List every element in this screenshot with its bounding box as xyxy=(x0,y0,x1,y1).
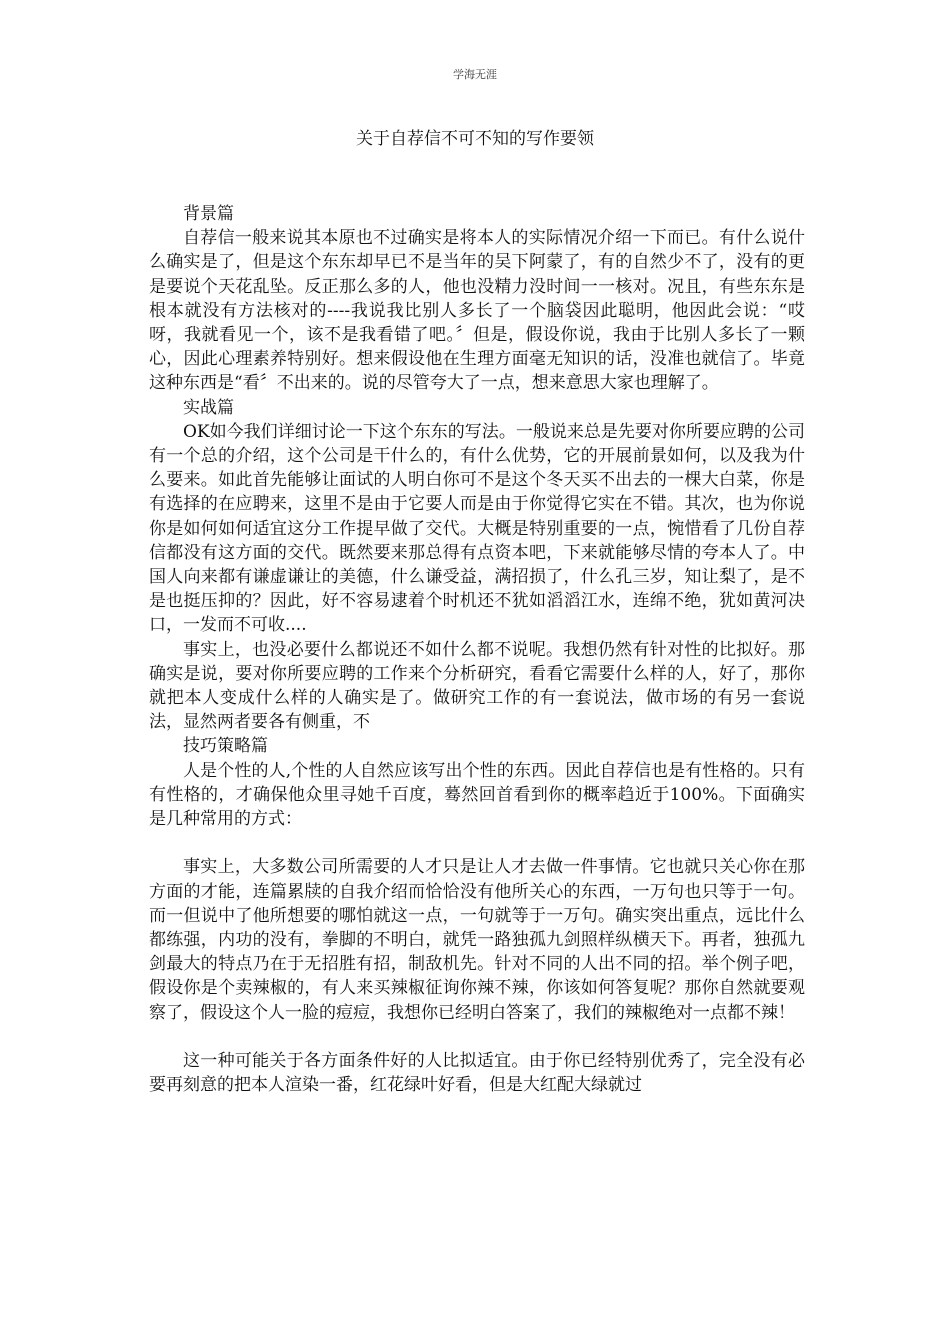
section-heading: 背景篇 xyxy=(183,204,234,224)
paragraph: 事实上，大多数公司所需要的人才只是让人才去做一件事情。它也就只关心你在那方面的才能，连篇累牍的自我介绍而恰恰没有他所关心的东西，一万句也只等于一句。而一但说中了他所想要的哪怕就这一点，一句就等于一万句。确实突出重点，远比什么都练强，内功的没有，拳脚的不明白，就凭一路独孤九剑照样纵横天下。再者，独孤九剑最大的特点乃在于无招胜有招，制敌机先。针对不同的人出不同的招。举个例子吧，假设你是个卖辣椒的，有人来买辣椒征询你辣不辣，你该如何答复呢？那你自然就要观察了，假设这个人一脸的痘痘，我想你已经明白答案了，我们的辣椒绝对一点都不辣！ xyxy=(149,857,805,1023)
paragraph: 这一种可能关于各方面条件好的人比拟适宜。由于你已经特别优秀了，完全没有必要再刻意的把本人渲染一番，红花绿叶好看，但是大红配大绿就过 xyxy=(149,1051,805,1096)
section-heading: 技巧策略篇 xyxy=(183,736,268,757)
page-header: 学海无涯 xyxy=(453,68,497,81)
paragraph: OK如今我们详细讨论一下这个东东的写法。一般说来总是先要对你所要应聘的公司有一个总的介绍，这个公司是干什么的，有什么优势，它的开展前景如何，以及我为什么要来。如此首先能够让面试的人明白你可不是这个冬天买不出去的一棵大白菜，你是有选择的在应聘来，这里不是由于它要人而是由于你觉得它实在不错。其次，也为你说你是如何如何适宜这分工作提早做了交代。大概是特别重要的一点，惋惜看了几份自荐信都没有这方面的交代。既然要来那总得有点资本吧，下来就能够尽情的夸本人了。中国人向来都有谦虚谦让的美德，什么谦受益，满招损了，什么孔三岁，知让梨了，是不是也挺压抑的？因此，好不容易逮着个时机还不犹如滔滔江水，连绵不绝，犹如黄河决口，一发而不可收.... xyxy=(149,421,805,636)
paragraph: 人是个性的人,个性的人自然应该写出个性的东西。因此自荐信也是有性格的。只有有性格的，才确保他众里寻她千百度，蓦然回首看到你的概率趋近于100%。下面确实是几种常用的方式： xyxy=(149,760,805,830)
document-body xyxy=(149,202,805,1097)
document-title: 关于自荐信不可不知的写作要领 xyxy=(356,129,594,149)
paragraph: 自荐信一般来说其本原也不过确实是将本人的实际情况介绍一下而已。有什么说什么确实是了，但是这个东东却早已不是当年的吴下阿蒙了，有的自然少不了，没有的更是要说个天花乱坠。反正那么多的人，他也没精力没时间一一核对。况且，有些东东是根本就没有方法核对的----我说我比别人多长了一个脑袋因此聪明，他因此会说：“哎呀，我就看见一个，该不是我看错了吧。〞但是，假设你说，我由于比别人多长了一颗心，因此心理素养特别好。想来假设他在生理方面毫无知识的话，没准也就信了。毕竟这种东西是“看〞不出来的。说的尽管夸大了一点，想来意思大家也理解了。 xyxy=(149,228,805,394)
section-heading: 实战篇 xyxy=(183,397,234,418)
paragraph-spacer xyxy=(149,1025,805,1049)
paragraph-spacer xyxy=(149,831,805,855)
paragraph: 事实上，也没必要什么都说还不如什么都不说呢。我想仍然有针对性的比拟好。那确实是说，要对你所要应聘的工作来个分析研究，看看它需要什么样的人，好了，那你就把本人变成什么样的人确实是了。做研究工作的有一套说法，做市场的有另一套说法，显然两者要各有侧重，不 xyxy=(149,639,805,733)
